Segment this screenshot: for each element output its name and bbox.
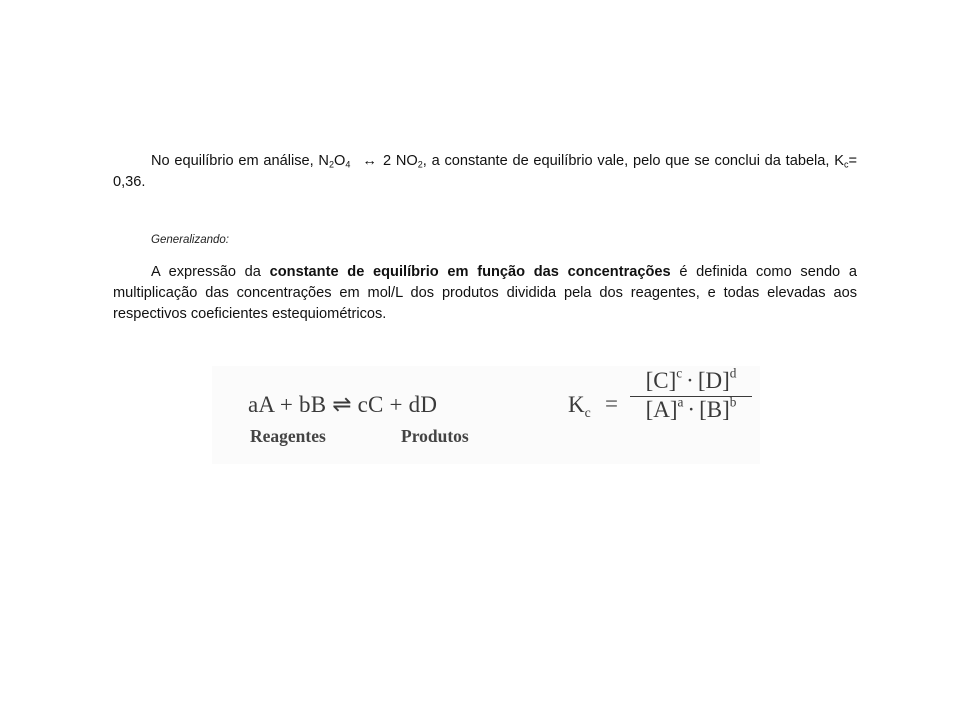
reaction-equation: aA + bB ⇌ cC + dD [248, 392, 438, 417]
equals-sign: = [605, 391, 618, 416]
paragraph2-text-b: é definida como sendo a multiplicação das concentrações em mol/L dos produtos dividida pela dos reagentes, e todas elevadas aos respectivos coeficientes estequiométricos. [113, 264, 858, 322]
paragraph1-text-a: No equilíbrio em análise, N [151, 153, 329, 169]
double-arrow-symbol: ↔ [362, 153, 377, 169]
paragraph2-text-a: A expressão da [151, 264, 270, 280]
fraction-numerator [632, 365, 750, 396]
paragraph1-sub-2: 4 [345, 159, 351, 170]
subheading-generalizando: Generalizando: [151, 234, 229, 246]
paragraph1-text-c: 2 NO [383, 153, 418, 169]
paragraph-equilibrium-example [113, 151, 857, 193]
paragraph-definition [113, 262, 857, 325]
equilibrium-equation-figure [212, 366, 760, 464]
denominator-a-exponent: a [677, 394, 684, 410]
paragraph2-bold-term: constante de equilíbrio em função das concentrações [269, 264, 671, 280]
denominator-b-exponent: b [729, 394, 737, 410]
numerator-c-exponent: c [676, 365, 683, 381]
numerator-d-exponent: d [729, 365, 737, 381]
paragraph1-sub-1: 2 [328, 159, 334, 170]
denominator-dot: · [687, 397, 696, 422]
kc-subscript: c [584, 404, 591, 420]
numerator-dot: · [686, 368, 694, 393]
numerator-d: [D] [697, 368, 730, 393]
products-label: Produtos [401, 426, 469, 446]
denominator-b: [B] [699, 397, 730, 422]
kc-symbol [568, 392, 591, 418]
paragraph1-text-b: O [334, 153, 346, 169]
denominator-a: [A] [645, 397, 678, 422]
kc-fraction [632, 365, 750, 423]
numerator-c: [C] [645, 368, 677, 393]
paragraph1-text-d: , a constante de equilíbrio vale, pelo que se conclui da tabela, K [422, 153, 844, 169]
paragraph1-text-e: = 0,36. [113, 153, 858, 190]
paragraph1-sub-4: c [843, 159, 849, 170]
fraction-denominator [632, 394, 750, 423]
paragraph1-sub-3: 2 [417, 159, 423, 170]
kc-k: K [568, 392, 585, 417]
reactants-label: Reagentes [250, 426, 326, 446]
